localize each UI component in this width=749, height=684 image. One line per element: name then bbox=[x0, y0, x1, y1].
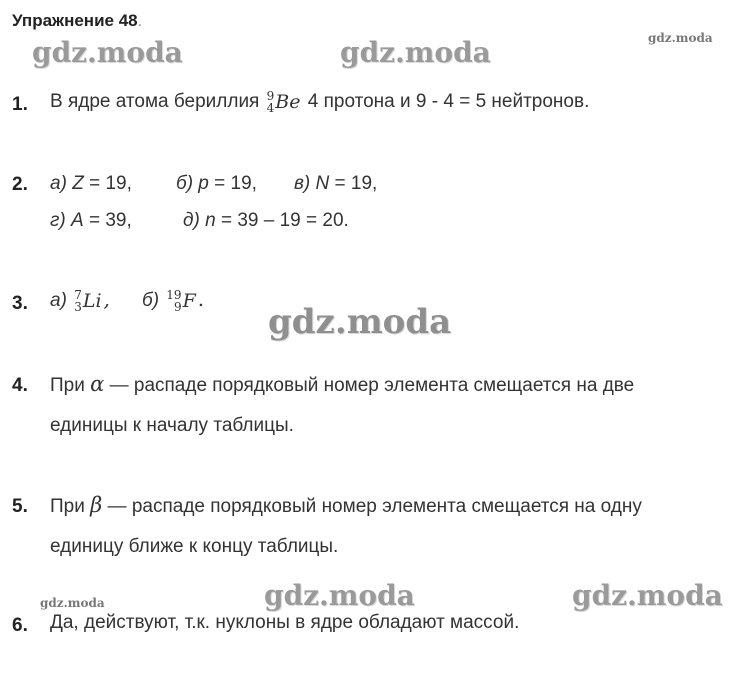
exercise-title bbox=[12, 11, 142, 31]
item-number: 6. bbox=[12, 615, 28, 636]
mass-number: 19 bbox=[166, 287, 182, 302]
item-number: 2. bbox=[12, 174, 28, 195]
watermark: gdz.moda bbox=[264, 579, 415, 612]
item-5-line-1: При β — распаде порядковый номер элемента смещается на одну bbox=[50, 493, 642, 517]
nuclide-fluorine bbox=[166, 289, 195, 313]
item-2-b: б) p = 19, bbox=[176, 173, 257, 194]
watermark: gdz.moda bbox=[572, 579, 723, 612]
element-symbol: F bbox=[182, 289, 196, 312]
element-symbol: Be bbox=[275, 91, 301, 113]
element-symbol: Li bbox=[82, 289, 102, 312]
mass-number: 9 bbox=[266, 89, 275, 103]
item-1-text bbox=[50, 90, 589, 114]
watermark-small: gdz.moda bbox=[40, 596, 105, 610]
item-5-line-2: единицу ближе к концу таблицы. bbox=[50, 536, 339, 557]
item-number: 3. bbox=[12, 293, 28, 314]
item-4-line-2: единицы к началу таблицы. bbox=[50, 415, 294, 436]
nuclide-beryllium bbox=[267, 90, 301, 114]
beta-symbol: β bbox=[90, 493, 103, 517]
item-number: 4. bbox=[12, 375, 28, 396]
nuclide-lithium bbox=[74, 289, 101, 313]
watermark: gdz.moda bbox=[340, 36, 491, 69]
watermark: gdz.moda bbox=[32, 36, 183, 69]
charge-number: 3 bbox=[74, 299, 82, 314]
item-6-text: Да, действуют, т.к. нуклоны в ядре обладают массой. bbox=[50, 612, 520, 633]
item-1-post: 4 протона и 9 - 4 = 5 нейтронов. bbox=[307, 91, 590, 113]
item-2-d: г) A = 39, bbox=[50, 210, 132, 231]
charge-number: 9 bbox=[173, 299, 182, 314]
item-1-pre: В ядре атома бериллия bbox=[50, 91, 260, 113]
watermark-small: gdz.moda bbox=[648, 31, 713, 45]
item-number: 1. bbox=[12, 94, 28, 115]
item-number: 5. bbox=[12, 496, 28, 517]
item-2-c: в) N = 19, bbox=[294, 173, 378, 194]
item-4-line-1: При α — распаде порядковый номер элемента смещается на две bbox=[50, 372, 635, 396]
item-3-b: б) 19 9 F . bbox=[142, 287, 205, 314]
charge-number: 4 bbox=[266, 101, 275, 115]
item-2-a: а) Z = 19, bbox=[50, 173, 132, 194]
mass-number: 7 bbox=[74, 287, 82, 302]
title-text: Упражнение 48 bbox=[12, 11, 138, 30]
item-3-a: а) 7 3 Li , bbox=[50, 287, 110, 314]
alpha-symbol: α bbox=[90, 372, 105, 396]
title-dot: . bbox=[137, 11, 143, 30]
watermark-large: gdz.moda bbox=[268, 302, 452, 342]
item-2-e: д) n = 39 – 19 = 20. bbox=[183, 210, 349, 231]
